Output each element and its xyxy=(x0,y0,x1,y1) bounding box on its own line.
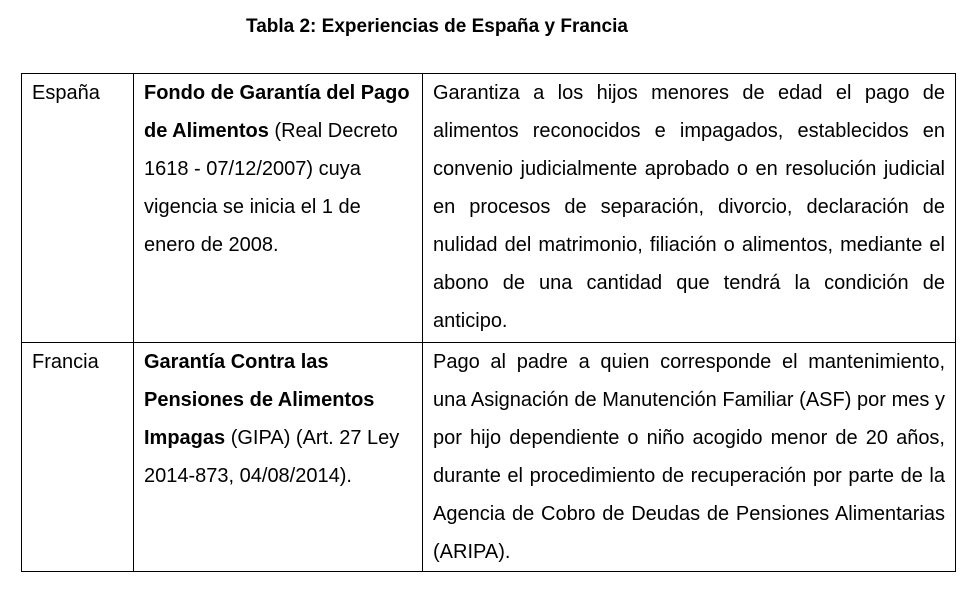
country-label: España xyxy=(32,82,100,104)
country-cell xyxy=(22,74,134,343)
program-description-cell xyxy=(423,343,956,572)
table-row-france xyxy=(22,343,956,572)
table-row-spain xyxy=(22,74,956,343)
program-legal-reference: (GIPA) (Art. 27 Ley 2014-873, 04/08/2014). xyxy=(144,427,400,487)
program-name: Fondo de Garantía del Pago de Alimentos xyxy=(144,82,410,142)
country-cell xyxy=(22,343,134,572)
program-legal-reference: (Real Decreto 1618 - 07/12/2007) cuya vigencia se inicia el 1 de enero de 2008. xyxy=(144,120,398,256)
program-name-cell xyxy=(134,74,423,343)
program-description: Pago al padre a quien corresponde el mantenimiento, una Asignación de Manutención Familiar (ASF) por mes y por hijo dependiente o niño acogido menor de 20 años, durante el procedimiento de recuperación por parte de la Agencia de Cobro de Deudas de Pensiones Alimentarias (ARIPA). xyxy=(433,351,945,563)
experiences-table xyxy=(21,73,956,572)
program-description: Garantiza a los hijos menores de edad el pago de alimentos reconocidos e impagados, establecidos en convenio judicialmente aprobado o en resolución judicial en procesos de separación, divorcio, declaración de nulidad del matrimonio, filiación o alimentos, mediante el abono de una cantidad que tendrá la condición de anticipo. xyxy=(433,82,945,332)
program-name-cell xyxy=(134,343,423,572)
table-caption: Tabla 2: Experiencias de España y Francia xyxy=(246,16,628,37)
program-name: Garantía Contra las Pensiones de Alimentos Impagas xyxy=(144,351,375,449)
country-label: Francia xyxy=(32,351,99,373)
program-description-cell xyxy=(423,74,956,343)
